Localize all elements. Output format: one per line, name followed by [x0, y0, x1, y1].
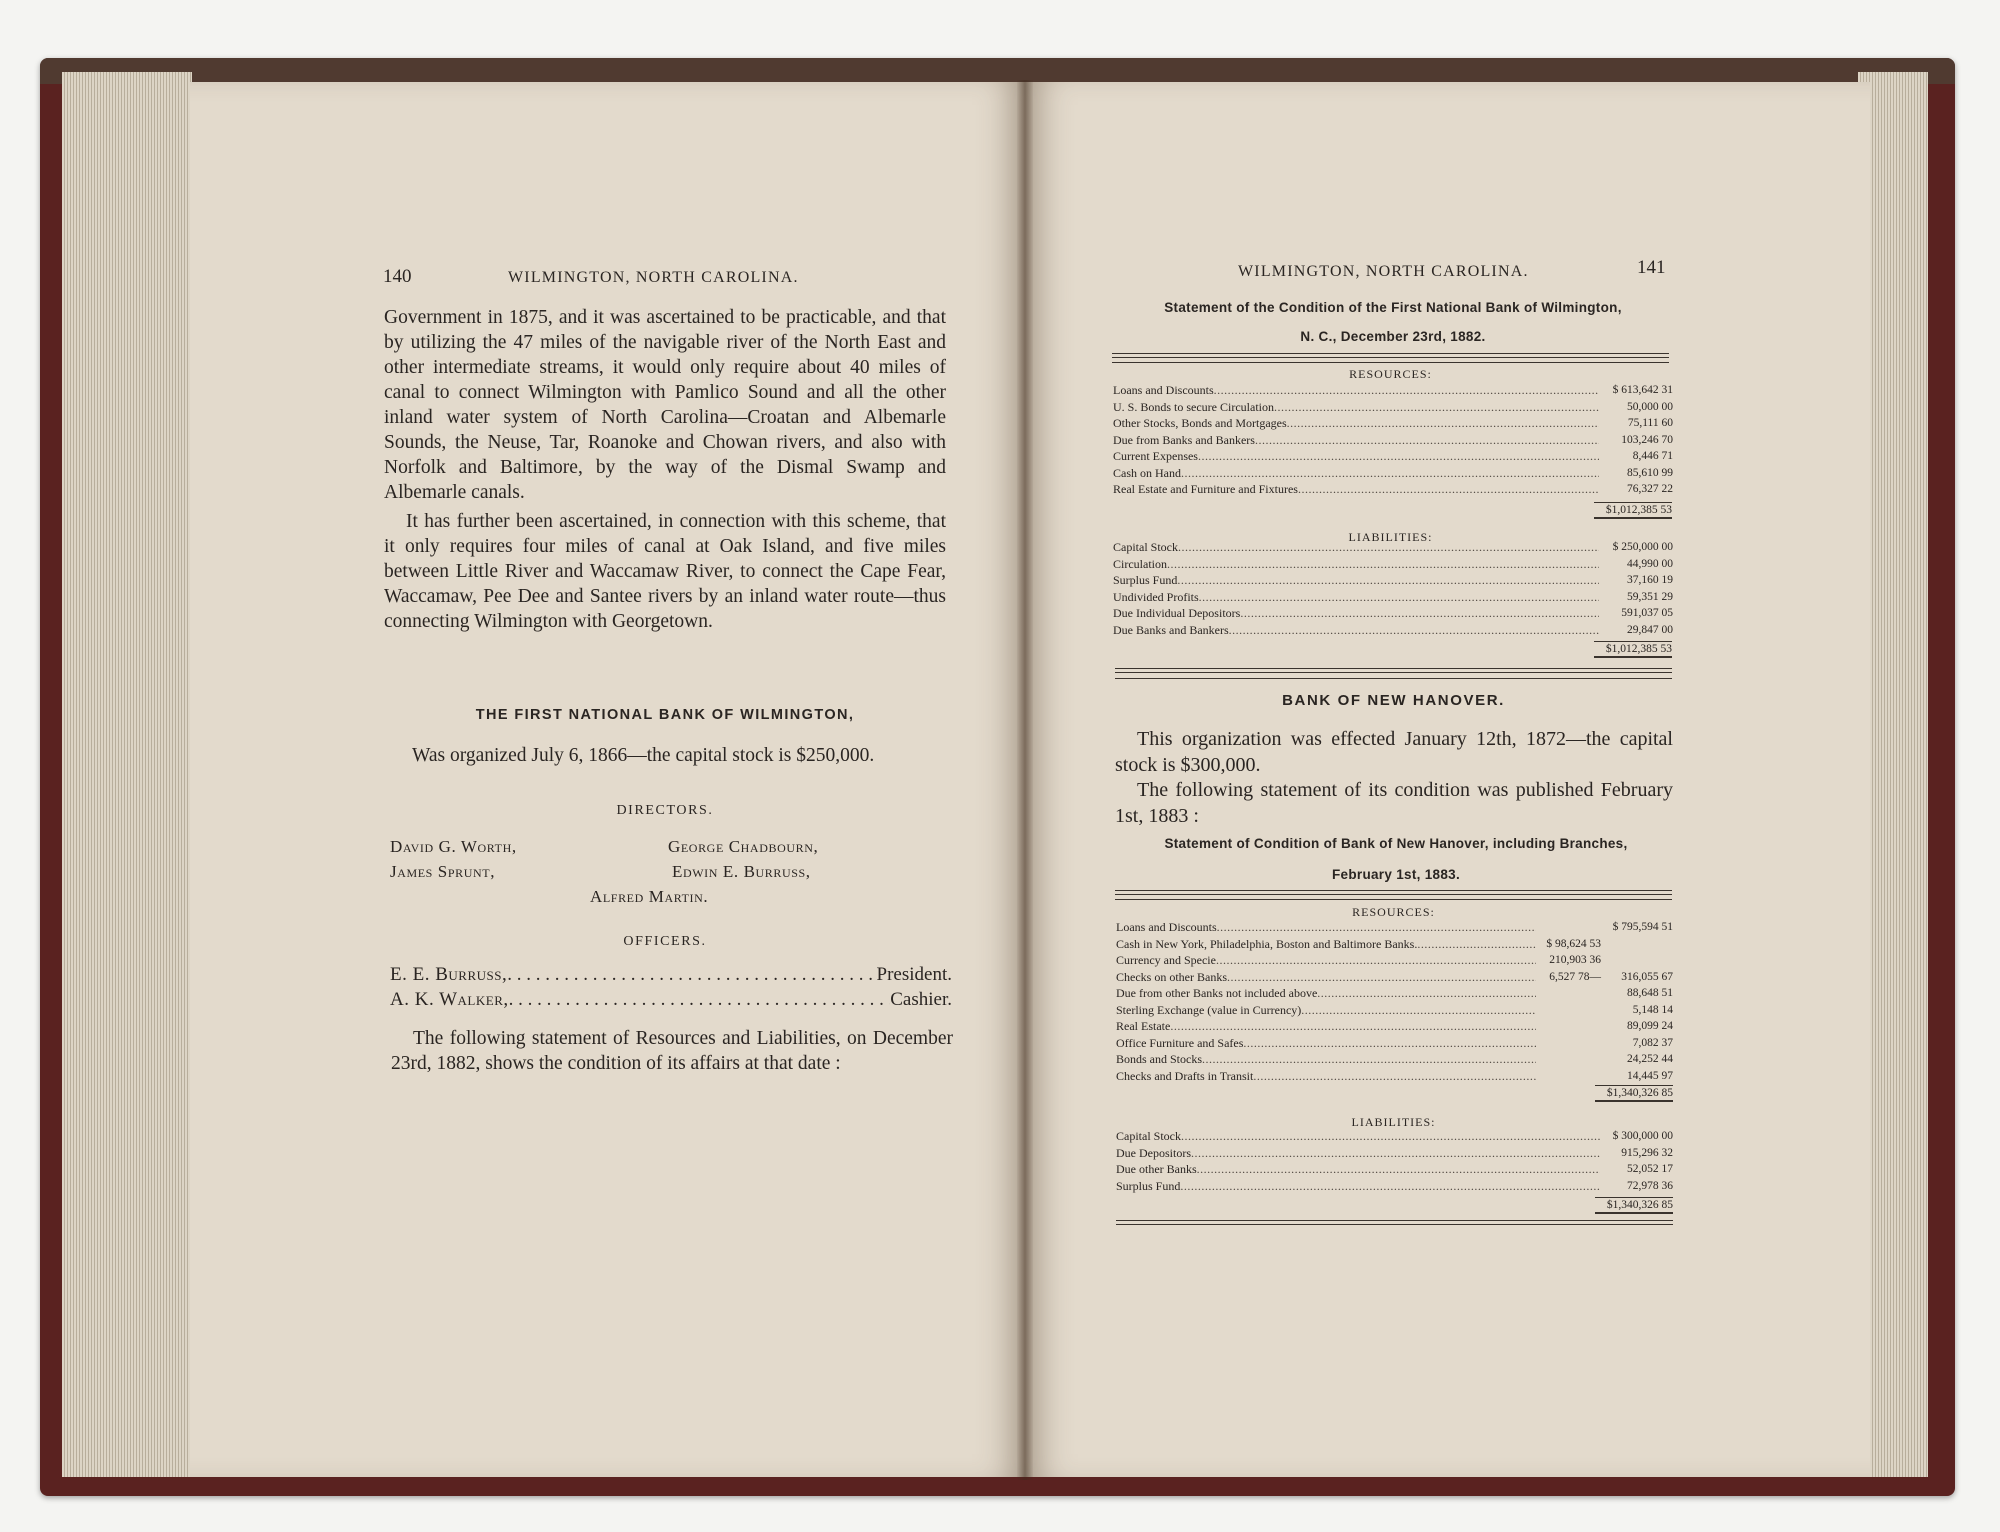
table-rule	[1116, 1220, 1673, 1225]
ledger-row	[1116, 1145, 1673, 1162]
statement2-resources-heading: RESOURCES:	[1352, 905, 1435, 919]
statement2-title-line1: Statement of Condition of Bank of New Hanover, including Branches,	[1164, 836, 1628, 851]
first-national-bank-heading: THE FIRST NATIONAL BANK OF WILMINGTON,	[475, 707, 855, 723]
ledger-label: Due Individual Depositors .....	[1113, 605, 1599, 622]
ledger-amount: $ 300,000 00	[1612, 1130, 1673, 1142]
director-name: Alfred Martin.	[590, 887, 709, 906]
new-hanover-organization-paragraph: This organization was effected January 12th, 1872—the capital stock is $300,000.	[1115, 728, 1673, 776]
ledger-label: Other Stocks, Bonds and Mortgages .....	[1113, 415, 1599, 432]
new-hanover-statement-intro: The following statement of its condition was published February 1st, 1883 :	[1115, 779, 1673, 827]
ledger-amount: 59,351 29	[1627, 590, 1673, 603]
ledger-amount: 8,446 71	[1632, 450, 1673, 462]
ledger-label: Cash on Hand .....	[1113, 465, 1599, 482]
officer-row-president	[390, 964, 952, 986]
ledger-row	[1116, 952, 1673, 969]
ledger-label: Office Furniture and Safes .....	[1116, 1035, 1536, 1052]
ledger-label: Surplus Fund .....	[1116, 1178, 1600, 1195]
ledger-amount: 5,148 14	[1632, 1003, 1673, 1016]
ledger-amount: 75,111 60	[1627, 417, 1673, 429]
statement1-resources-table	[1113, 382, 1673, 498]
ledger-label: Loans and Discounts .....	[1113, 382, 1599, 399]
ledger-amount: $ 795,594 51	[1612, 921, 1673, 933]
ledger-label: Due from Banks and Bankers .....	[1113, 432, 1599, 449]
ledger-row	[1113, 622, 1673, 639]
ledger-amount: 7,082 37	[1632, 1036, 1673, 1049]
director-name: James Sprunt,	[390, 862, 496, 881]
ledger-label: Real Estate and Furniture and Fixtures .....	[1113, 481, 1599, 498]
ledger-row	[1116, 1128, 1673, 1145]
leader-dots	[507, 964, 876, 986]
ledger-amount: 915,296 32	[1621, 1146, 1673, 1159]
ledger-amount: $ 613,642 31	[1612, 384, 1673, 396]
directors-heading: DIRECTORS.	[616, 803, 714, 818]
right-page-number: 141	[1637, 257, 1666, 278]
ledger-label: Due Banks and Bankers .....	[1113, 622, 1599, 639]
ledger-amount: 44,990 00	[1627, 557, 1673, 570]
statement2-resources-total: $1,340,326 85	[1595, 1085, 1673, 1102]
ledger-amount: 89,099 24	[1627, 1020, 1673, 1032]
statement2-liabilities-table	[1116, 1128, 1673, 1194]
statement2-title-line2: February 1st, 1883.	[1331, 867, 1461, 882]
ledger-label: Checks on other Banks .....	[1116, 969, 1536, 986]
ledger-row	[1113, 465, 1673, 482]
ledger-row	[1113, 432, 1673, 449]
right-running-head: WILMINGTON, NORTH CAROLINA.	[1238, 263, 1529, 280]
ledger-amount: 76,327 22	[1627, 483, 1673, 495]
officer-name: A. K. Walker,	[390, 989, 509, 1010]
ledger-label: U. S. Bonds to secure Circulation .....	[1113, 399, 1599, 416]
organized-paragraph: Was organized July 6, 1866—the capital stock is $250,000.	[412, 745, 875, 766]
ledger-row	[1116, 1018, 1673, 1035]
ledger-subamount: 6,527 78—	[1549, 970, 1601, 983]
ledger-label: Currency and Specie .....	[1116, 952, 1536, 969]
ledger-row	[1113, 382, 1673, 399]
table-rule	[1115, 668, 1672, 673]
left-page	[190, 82, 1025, 1477]
ledger-row	[1113, 415, 1673, 432]
statement2-liabilities-heading: LIABILITIES:	[1351, 1115, 1436, 1129]
ledger-amount: 50,000 00	[1627, 400, 1673, 413]
officer-title: President.	[876, 964, 952, 985]
closing-paragraph: The following statement of Resources and Liabilities, on December 23rd, 1882, shows the condition of its affairs at that date :	[391, 1028, 953, 1074]
ledger-row	[1116, 1051, 1673, 1068]
new-hanover-paragraphs	[1115, 727, 1673, 829]
left-page-number: 140	[383, 266, 412, 287]
ledger-amount: $ 250,000 00	[1612, 541, 1673, 553]
director-name: Edwin E. Burruss,	[672, 862, 811, 881]
ledger-amount: 103,246 70	[1621, 433, 1673, 446]
statement1-title-line1: Statement of the Condition of the First National Bank of Wilmington,	[1164, 300, 1622, 315]
statement1-title-line2: N. C., December 23rd, 1882.	[1300, 329, 1486, 344]
ledger-label: Sterling Exchange (value in Currency) .....	[1116, 1002, 1536, 1019]
ledger-row	[1116, 919, 1673, 936]
ledger-row	[1113, 605, 1673, 622]
bank-of-new-hanover-heading: BANK OF NEW HANOVER.	[1282, 692, 1505, 709]
statement2-liabilities-total: $1,340,326 85	[1595, 1197, 1673, 1214]
ledger-amount: 316,055 67	[1621, 970, 1673, 983]
ledger-amount: 88,648 51	[1627, 987, 1673, 999]
left-page-edges	[62, 72, 192, 1477]
left-running-head: WILMINGTON, NORTH CAROLINA.	[508, 269, 799, 286]
ledger-row	[1113, 556, 1673, 573]
ledger-amount: 72,978 36	[1627, 1179, 1673, 1192]
ledger-label: Bonds and Stocks .....	[1116, 1051, 1536, 1068]
director-name: David G. Worth,	[390, 837, 517, 856]
paragraph-canal-survey: Government in 1875, and it was ascertained to be practicable, and that by utilizing the 47 miles of the navigable river of the North East and other intermediate streams, it would only require about 40 miles of canal to connect Wilmington with Pamlico Sound and all the other inland water system of North Carolina—Croatan and Albemarle Sounds, the Neuse, Tar, Roanoke and Chowan rivers, and also with Norfolk and Baltimore, by the way of the Dismal Swamp and Albemarle canals.	[384, 307, 946, 503]
ledger-amount: 591,037 05	[1621, 607, 1673, 619]
ledger-amount: 24,252 44	[1627, 1053, 1673, 1065]
table-rule	[1115, 678, 1672, 679]
ledger-label: Capital Stock .....	[1113, 539, 1599, 556]
statement1-liabilities-table	[1113, 539, 1673, 638]
book-gutter	[1017, 80, 1033, 1480]
ledger-label: Due Depositors .....	[1116, 1145, 1600, 1162]
ledger-row	[1113, 539, 1673, 556]
officers-heading: OFFICERS.	[623, 934, 707, 949]
ledger-label: Surplus Fund .....	[1113, 572, 1599, 589]
table-rule	[1115, 890, 1672, 895]
ledger-label: Due other Banks .....	[1116, 1161, 1600, 1178]
ledger-label: Checks and Drafts in Transit .....	[1116, 1068, 1536, 1085]
director-name: George Chadbourn,	[668, 837, 819, 856]
ledger-row	[1113, 448, 1673, 465]
ledger-row	[1116, 1002, 1673, 1019]
ledger-label: Real Estate .....	[1116, 1018, 1536, 1035]
statement1-resources-heading: RESOURCES:	[1349, 367, 1432, 381]
table-rule	[1112, 353, 1669, 358]
leader-dots	[509, 989, 891, 1011]
ledger-subamount: $ 98,624 53	[1546, 937, 1601, 950]
ledger-row	[1116, 1161, 1673, 1178]
left-body-paragraphs	[384, 305, 946, 634]
ledger-row	[1116, 1178, 1673, 1195]
statement2-resources-table	[1116, 919, 1673, 1084]
ledger-row	[1116, 969, 1673, 986]
ledger-label: Circulation .....	[1113, 556, 1599, 573]
statement1-liabilities-heading: LIABILITIES:	[1348, 530, 1433, 544]
officer-name: E. E. Burruss,	[390, 964, 508, 985]
ledger-label: Current Expenses .....	[1113, 448, 1599, 465]
statement1-liabilities-total: $1,012,385 53	[1594, 641, 1672, 658]
ledger-amount: 14,445 97	[1627, 1069, 1673, 1082]
table-rule	[1115, 899, 1672, 900]
ledger-row	[1116, 985, 1673, 1002]
ledger-subamount: 210,903 36	[1549, 954, 1601, 966]
ledger-row	[1113, 589, 1673, 606]
officer-row-cashier	[390, 989, 952, 1011]
ledger-label: Cash in New York, Philadelphia, Boston and Baltimore Banks. .....	[1116, 936, 1536, 953]
ledger-row	[1113, 481, 1673, 498]
ledger-label: Undivided Profits .....	[1113, 589, 1599, 606]
ledger-row	[1116, 936, 1673, 953]
ledger-amount: 52,052 17	[1627, 1163, 1673, 1175]
ledger-amount: 29,847 00	[1627, 623, 1673, 636]
statement1-resources-total: $1,012,385 53	[1594, 502, 1672, 519]
ledger-amount: 37,160 19	[1627, 574, 1673, 586]
officer-title: Cashier.	[890, 989, 952, 1010]
ledger-row	[1116, 1035, 1673, 1052]
paragraph-oak-island: It has further been ascertained, in connection with this scheme, that it only requires four miles of canal at Oak Island, and five miles between Little River and Waccamaw River, to connect the Cape Fear, Waccamaw, Pee Dee and Santee rivers by an inland water route—thus connecting Wilmington with Georgetown.	[384, 511, 946, 632]
ledger-row	[1116, 1068, 1673, 1085]
ledger-amount: 85,610 99	[1627, 466, 1673, 479]
ledger-label: Loans and Discounts .....	[1116, 919, 1536, 936]
ledger-label: Due from other Banks not included above .....	[1116, 985, 1536, 1002]
ledger-row	[1113, 572, 1673, 589]
table-rule	[1112, 362, 1669, 363]
ledger-label: Capital Stock .....	[1116, 1128, 1600, 1145]
ledger-row	[1113, 399, 1673, 416]
